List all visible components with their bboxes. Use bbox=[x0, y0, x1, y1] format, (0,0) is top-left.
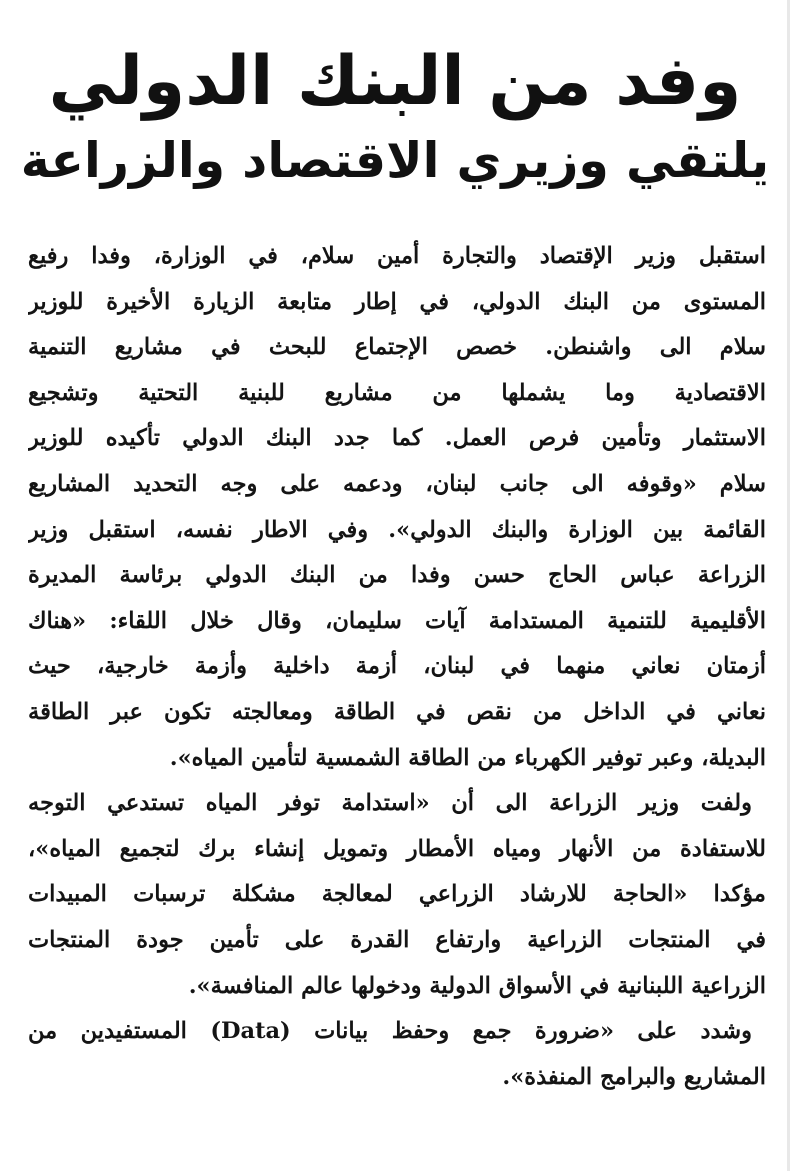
body-line: ولفت وزير الزراعة الى أن «استدامة توفر المياه تستدعي التوجه bbox=[28, 790, 752, 817]
body-line: البديلة، وعبر توفير الكهرباء من الطاقة الشمسية لتأمين المياه». bbox=[169, 744, 766, 771]
body-line: الاستثمار وتأمين فرص العمل. كما جدد البنك الدولي تأكيده للوزير bbox=[28, 425, 766, 452]
body-line: الاقتصادية وما يشملها من مشاريع للبنية التحتية وتشجيع bbox=[28, 379, 766, 406]
body-line: نعاني في الداخل من نقص في الطاقة ومعالجته تكون عبر الطاقة bbox=[28, 698, 766, 725]
body-line: الأقليمية للتنمية المستدامة آيات سليمان، وقال خلال اللقاء: «هناك bbox=[28, 607, 766, 634]
body-line: سلام الى واشنطن. خصص الإجتماع للبحث في مشاريع التنمية bbox=[28, 334, 766, 361]
headline-line-1: وفد من البنك الدولي bbox=[48, 42, 742, 121]
body-line: في المنتجات الزراعية وارتفاع القدرة على تأمين جودة المنتجات bbox=[28, 926, 766, 953]
body-line: وشدد على «ضرورة جمع وحفظ بيانات (Data) المستفيدين من bbox=[28, 1018, 752, 1045]
body-line: للاستفادة من الأنهار ومياه الأمطار وتمويل إنشاء برك لتجميع المياه»، bbox=[28, 835, 766, 862]
body-line: الزراعة عباس الحاج حسن وفدا من البنك الدولي برئاسة المديرة bbox=[28, 562, 766, 589]
body-line: مؤكدا «الحاجة للارشاد الزراعي لمعالجة مشكلة ترسبات المبيدات bbox=[28, 881, 766, 908]
body-line: أزمتان نعاني منهما في لبنان، أزمة داخلية وأزمة خارجية، حيث bbox=[28, 653, 766, 680]
headline-line-2: يلتقي وزيري الاقتصاد والزراعة bbox=[20, 132, 770, 189]
article-body bbox=[28, 234, 766, 1100]
body-line: المشاريع والبرامج المنفذة». bbox=[502, 1063, 766, 1090]
body-line: القائمة بين الوزارة والبنك الدولي». وفي الاطار نفسه، استقبل وزير bbox=[28, 516, 766, 543]
body-line: الزراعية اللبنانية في الأسواق الدولية ودخولها عالم المنافسة». bbox=[188, 972, 766, 999]
body-line: المستوى من البنك الدولي، في إطار متابعة الزيارة الأخيرة للوزير bbox=[28, 288, 766, 315]
body-line: سلام «وقوفه الى جانب لبنان، ودعمه على وجه التحديد المشاريع bbox=[28, 470, 766, 497]
body-line: استقبل وزير الإقتصاد والتجارة أمين سلام، في الوزارة، وفدا رفيع bbox=[28, 243, 766, 269]
